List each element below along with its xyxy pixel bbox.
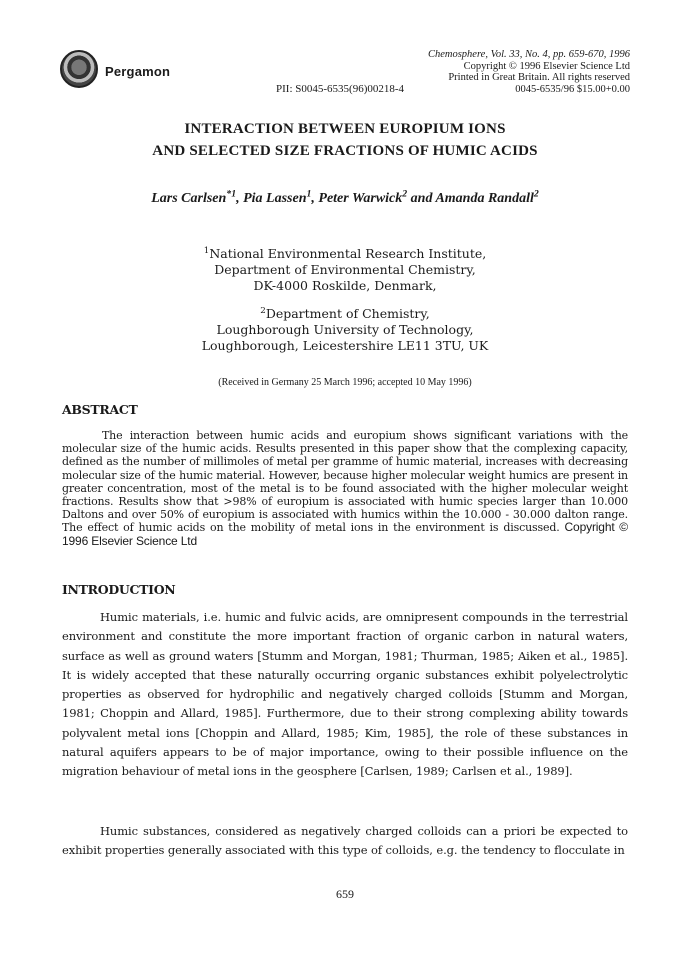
journal-printed: Printed in Great Britain. All rights reserved: [448, 72, 630, 83]
journal-copyright: Copyright © 1996 Elsevier Science Ltd: [463, 60, 630, 72]
affiliation-line: [0, 246, 690, 262]
affiliation-line-text: National Environmental Research Institute,: [209, 246, 487, 261]
journal-info: [428, 49, 630, 95]
affiliation-1: [0, 246, 690, 294]
author-mark: 1: [306, 188, 312, 200]
pergamon-logo-icon: [60, 50, 98, 88]
affiliation-line: DK-4000 Roskilde, Denmark,: [253, 278, 437, 293]
author-mark: 2: [533, 188, 539, 200]
author-separator: and: [407, 191, 436, 206]
affiliation-line: Department of Environmental Chemistry,: [214, 262, 476, 277]
introduction-paragraph-2: Humic substances, considered as negatively charged colloids can a priori be expected to exhibit properties generally associated with this type of colloids, e.g. the tendency to flocculate in: [62, 824, 628, 858]
pii-code: PII: S0045-6535(96)00218-4: [276, 83, 405, 95]
affiliation-mark: 2: [260, 305, 266, 316]
author-name: Pia Lassen: [243, 191, 307, 206]
affiliation-line: Loughborough University of Technology,: [216, 322, 474, 337]
journal-citation-text: Chemosphere, Vol. 33, No. 4, pp. 659-670, 1996: [427, 49, 630, 60]
author-name: Lars Carlsen: [151, 191, 227, 206]
journal-citation: [428, 49, 630, 61]
abstract-copyright: Copyright © 1996 Elsevier Science Ltd: [62, 520, 628, 548]
paper-title-line-1: INTERACTION BETWEEN EUROPIUM IONS: [184, 121, 506, 137]
abstract-body: [62, 429, 628, 548]
abstract-text: The interaction between humic acids and europium shows significant variations with the molecular size of the humic acids. Results presented in this paper show that the complexing capacity, defined as the number of millimoles of metal per gramme of humic material, increases with decreasing molecular size of the humic material. However, because higher molecular weight humics are present in greater concentration, most of the metal is to be found associated with the higher molecular weight fractions. Results show that >98% of europium is associated with humic species larger than 10.000 Daltons and over 50% of europium is associated with humics within the 10.000 - 30.000 dalton range. The effect of humic acids on the mobility of metal ions in the environment is discussed.: [62, 429, 628, 535]
paper-title-line-2: AND SELECTED SIZE FRACTIONS OF HUMIC ACIDS: [152, 143, 538, 159]
abstract-heading: ABSTRACT: [62, 402, 138, 417]
journal-issn-price: 0045-6535/96 $15.00+0.00: [515, 83, 630, 95]
author-mark: *1: [226, 188, 237, 200]
affiliation-line: Loughborough, Leicestershire LE11 3TU, UK: [201, 338, 489, 353]
received-dates: (Received in Germany 25 March 1996; accepted 10 May 1996): [218, 377, 472, 388]
affiliation-mark: 1: [203, 245, 210, 256]
page-number: 659: [336, 887, 354, 901]
paper-title: [0, 118, 690, 162]
author-mark: 2: [402, 188, 408, 200]
author-list: [0, 188, 690, 207]
affiliation-line-text: Department of Chemistry,: [265, 306, 430, 321]
author-name: Peter Warwick: [318, 191, 403, 206]
introduction-paragraph-1: Humic materials, i.e. humic and fulvic acids, are omnipresent compounds in the terrestrial environment and constitute the more important fraction of organic carbon in natural waters, surface as well as ground waters [Stumm and Morgan, 1981; Thurman, 1985; Aiken et al., 1985]. It is widely accepted that these naturally occurring organic substances exhibit polyelectrolytic properties as observed for hydrophilic and negatively charged colloids [Stumm and Morgan, 1981; Choppin and Allard, 1985]. Furthermore, due to their strong complexing ability towards polyvalent metal ions [Choppin and Allard, 1985; Kim, 1985], the role of these substances in natural aquifers appears to be of major importance, owing to their possible influence on the migration behaviour of metal ions in the geosphere [Carlsen, 1989; Carlsen et al., 1989].: [62, 610, 628, 779]
publisher-name: Pergamon: [105, 64, 171, 79]
author-name: Amanda Randall: [435, 191, 534, 206]
author-separator: ,: [311, 191, 319, 206]
introduction-heading: INTRODUCTION: [62, 582, 176, 597]
affiliation-2: [0, 306, 690, 354]
affiliation-line: [0, 306, 690, 322]
author-separator: ,: [236, 191, 244, 206]
